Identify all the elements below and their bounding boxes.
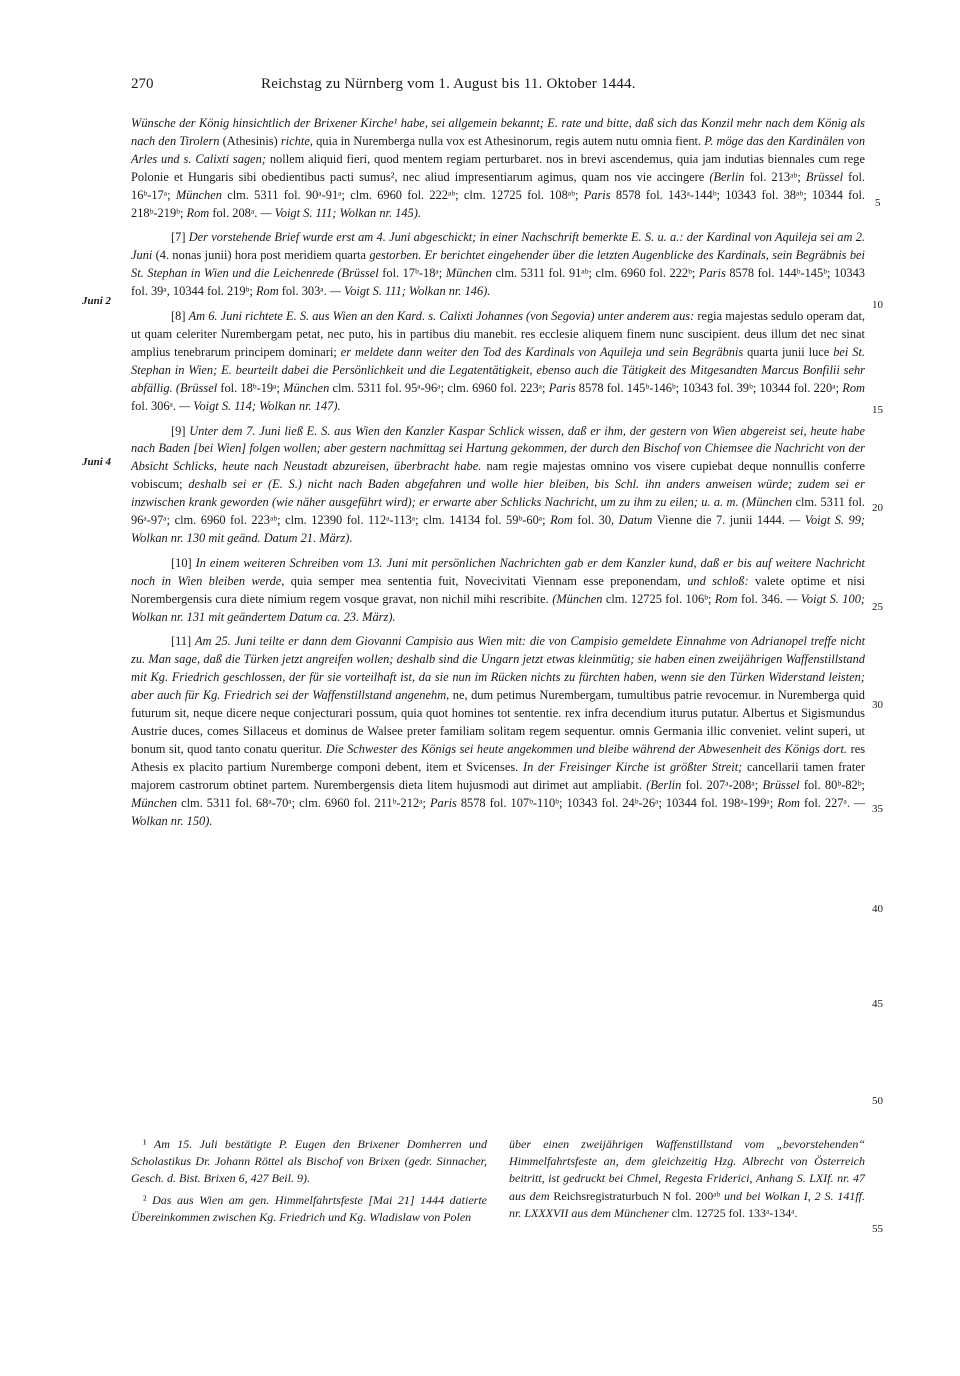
roman-run: fol. 18ᵇ-19ᵃ; [220,380,284,395]
roman-run: clm. 5311 fol. 91ᵃᵇ; clm. 6960 fol. 222ᵇ; [495,266,699,281]
italic-run: — Voigt S. 111; Wolkan nr. 145). [260,205,421,220]
footnote-column-right [509,1136,865,1222]
italic-run: Rom [255,284,282,299]
italic-run: P. möge das den Kardinälen von Arles und s. Calixti sagen; [131,133,866,166]
roman-run: 8578 fol. 107ᵇ-110ᵇ; 10343 fol. 24ᵇ-26ᵃ; 10344 fol. 198ᵃ-199ᵃ; [460,795,778,810]
roman-run: clm. 5311 fol. 90ᵃ-91ᵃ; clm. 6960 fol. 222ᵃᵇ; clm. 12725 fol. 108ᵃᵇ; [227,187,584,202]
roman-run: nollem aliquid fieri, quod mentem regiam perturbaret. nos in brevi ascendemus, quia jam indutias biennales cum rege Polonie et Hungaris sibi obedientibus pacti sumus², nec aliud impresentiarum agimus, quam nos vie accingere [131,151,865,184]
roman-run: [8] [171,309,189,324]
italic-run: — Voigt S. 114; Wolkan nr. 147). [179,398,341,413]
line-number-20: 20 [872,502,883,514]
italic-run: München [283,380,333,395]
italic-run: Am 6. Juni richtete E. S. aus Wien an den Kard. s. Calixti Johannes (von Segovia) unter anderem aus: [188,309,698,324]
italic-run: Paris [548,380,579,395]
roman-run: quia semper mea sententia fuit, Novecivitati Viennam esse preponendam, [290,573,688,588]
roman-run: fol. 306ᵃ. [131,398,180,413]
roman-run: fol. 16ᵇ-17ᵃ; [131,169,866,202]
italic-run: Rom [550,513,578,528]
roman-run: nam regie majestas omnino vos visere cupiebat deque nonnullis conferre vobiscum; [131,459,865,492]
roman-run: [7] [171,230,189,245]
roman-run: (4. nonas junii) hora post meridiem quarta [155,248,370,263]
roman-run: regia majestas sedulo operam dat, ut quam celeriter Nurembergam petat, nec puto, his in partibus diu manebit. res ecclesie aliquem finem nunc suscipient. deus illum det nec sinat amplius tenebrarum principem dominari; [131,309,866,359]
italic-run: deshalb sei er (E. S.) nicht nach Baden abgefahren und wolle hier bleiben, bis Schl. ihn anders anweisen würde; zudem sei er inzwischen krank geworden (wie näher ausgeführt wird); er erwarte aber Schlicks Nachricht, um zu ihm zu eilen; u. a. m. (München [131,477,866,510]
italic-run: und bei Wolkan I, 2 S. 141ff. nr. LXXXVII aus dem Münchener [509,1188,865,1220]
paragraph [131,115,865,222]
paragraph [131,633,865,830]
roman-run: fol. 17ᵇ-18ᵃ; [382,266,446,281]
running-title: Reichstag zu Nürnberg vom 1. August bis 11. Oktober 1444. [261,76,636,92]
line-number-30: 30 [872,699,883,711]
italic-run: Rom [714,591,741,606]
footnote [509,1136,865,1222]
italic-run: (Berlin [646,777,686,792]
page-number: 270 [131,76,154,92]
roman-run: fol. 213ᵃᵇ; [749,169,806,184]
italic-run: — Voigt S. 111; Wolkan nr. 146). [329,284,491,299]
paragraph [131,423,865,548]
italic-run: (Berlin [709,169,750,184]
roman-run: clm. 12725 fol. 133ᵃ-134ᵃ. [671,1205,798,1220]
italic-run: — Voigt S. 99; Wolkan nr. 130 mit geänd. Datum 21. März). [131,513,866,545]
italic-run: Brüssel [762,777,804,792]
line-number-35: 35 [872,803,883,815]
italic-run: gestorben. Er berichtet eingehender über die letzten Augenblicke des Kardinals, sein Begräbnis bei St. Stephan in Wien und die Leichenrede (Brüssel [131,248,865,281]
roman-run: quia in Nuremberga nulla vox est Athesinorum, regis autem nutu omnia fient. [316,133,705,148]
roman-run: quarta junii luce [747,344,834,359]
roman-run: [10] [171,555,196,570]
roman-run: fol. 30, [577,513,619,528]
roman-run: 8578 fol. 143ᵃ-144ᵇ; 10343 fol. 38ᵃᵇ; 10344 fol. 218ᵇ-219ᵇ; [131,187,866,220]
roman-run: Vienne die 7. junii 1444. [656,513,790,528]
italic-run: Paris [429,795,461,810]
italic-run: In einem weiteren Schreiben vom 13. Juni mit persönlichen Nachrichten gab er dem Kanzler kund, daß er bis auf weitere Nachricht noch in Wien bleiben werde, [131,555,865,588]
roman-run: res Athesis ex placito partium Nuremberge componi debent, item et Svicenses. [131,741,866,774]
roman-run: fol. 227ᵃ. [804,795,854,810]
italic-run: Rom [777,795,805,810]
roman-run: 8578 fol. 144ᵇ-145ᵇ; 10343 fol. 39ᵃ, 10344 fol. 219ᵇ; [131,266,866,299]
italic-run: er meldete dann weiter den Tod des Kardinals von Aquileja und sein Begräbnis [340,344,748,359]
roman-run: clm. 5311 fol. 96ᵃ-97ᵃ; clm. 6960 fol. 223ᵃᵇ; clm. 12390 fol. 112ᵃ-113ᵃ; clm. 14134 fol. 59ᵇ-60ᵃ; [131,495,866,528]
italic-run: bei St. Stephan in Wien; E. beurteilt dabei die Persönlichkeit und die Legatentätigkeit, ebenso auch die Tätigkeit des Mitgesandten Marcus Bonfilii sehr abfällig. (Brüssel [131,344,865,395]
italic-run: und schloß: [687,573,756,588]
italic-run: Unter dem 7. Juni ließ E. S. aus Wien den Kanzler Kaspar Schlick wissen, daß er ihm, der gestern von Wien abgereist sei, heute habe nach Baden [bei Wien] folgen wollen; aber gestern nachmittag sei Hartung gekommen, der durch den Bischof von Chiemsee die Nachricht von der Absicht Schlicks, heute nach Neustadt abzureisen, überbracht habe. [131,423,865,474]
italic-run: In der Freisinger Kirche ist größter Streit; [522,759,747,774]
italic-run: über einen zweijährigen Waffenstillstand vom „bevorstehenden“ Himmelfahrtsfeste an, dem gleichzeitig Hzg. Albrecht von Österreich beitritt, ist gedruckt bei Chmel, Regesta Friderici, Anhang S. LXIf. nr. 47 aus dem [509,1137,865,1203]
line-number-40: 40 [872,903,883,915]
roman-run: valete optime et nisi Norembergensis cura diete nimium regem vosque gravat, non nichil mihi rescribite. [131,573,865,606]
roman-run: ² [143,1192,153,1207]
italic-run: Das aus Wien am gen. Himmelfahrtsfeste [Mai 21] 1444 datierte Übereinkommen zwischen Kg. Friedrich und Kg. Wladislaw von Polen [131,1192,487,1224]
italic-run: — Voigt S. 100; Wolkan nr. 131 mit geändertem Datum ca. 23. März). [131,591,866,624]
page-header [131,76,865,100]
line-number-55: 55 [872,1223,883,1235]
italic-run: richte, [280,133,317,148]
roman-run: Reichsregistraturbuch N fol. 200ᵃᵇ [553,1188,725,1203]
italic-run: Wünsche der König hinsichtlich der Brixener Kirche¹ habe, sei allgemein bekannt; E. rate und bitte, daß sich das Konzil mehr nach dem König als nach den Tirolern [131,116,865,148]
roman-run: 8578 fol. 145ᵇ-146ᵇ; 10343 fol. 39ᵇ; 10344 fol. 220ᵃ; [578,380,843,395]
italic-run: Rom [842,380,865,395]
italic-run: Brüssel [805,169,849,184]
margin-note-juni-4: Juni 4 [82,456,112,468]
roman-run: fol. 207ᵃ-208ᵃ; [685,777,763,792]
roman-run: (Athesinis) [222,133,281,148]
roman-run: [11] [171,634,195,649]
line-number-15: 15 [872,404,883,416]
roman-run: ne, dum petimus Nurembergam, tumultibus patrie revocemur. in Nuremberga quid futurum sit, neque dicere neque conjecturari possum, quia quot homines tot sententie. rex infra decendium iturus putatur. Albertus et Sigismundus Austrie duces, comes Sillaceus et dominus de Walsee preter familiam solitam regem sequentur. omnis Germania illic conveniet. velint superi, ut bonum sit, quod tanto conatu queritur. [131,688,866,756]
footnote [131,1192,487,1226]
roman-run: [9] [171,423,190,438]
main-text [131,115,865,830]
footnote [131,1136,487,1188]
line-number-50: 50 [872,1095,883,1107]
italic-run: — Wolkan nr. 150). [131,795,865,828]
italic-run: München [131,795,182,810]
italic-run: Der vorstehende Brief wurde erst am 4. Juni abgeschickt; in einer Nachschrift bemerkte E. S. u. a.: der Kardinal von Aquileja sei am 2. Juni [131,230,865,263]
roman-run: clm. 5311 fol. 95ᵃ-96ᵃ; clm. 6960 fol. 223ᵃ; [332,380,549,395]
italic-run: Paris [583,187,616,202]
roman-run: fol. 80ᵇ-82ᵇ; [803,777,865,792]
roman-run: clm. 12725 fol. 106ᵇ; [605,591,715,606]
italic-run: Paris [698,266,730,281]
roman-run: fol. 303ᵃ. [281,284,330,299]
italic-run: Die Schwester des Königs sei heute angekommen und bleibe während der Abwesenheit des Königs dort. [325,741,851,756]
italic-run: Rom [186,205,213,220]
paragraph [131,555,865,627]
italic-run: München [175,187,228,202]
roman-run: fol. 346. [740,591,787,606]
line-number-10: 10 [872,299,883,311]
roman-run: ¹ [143,1137,154,1151]
italic-run: (München [552,591,606,606]
footnote-column-left [131,1136,487,1226]
roman-run: fol. 208ᵃ. [212,205,261,220]
italic-run: München [445,266,496,281]
line-number-25: 25 [872,601,883,613]
paragraph [131,229,865,301]
italic-run: Am 15. Juli bestätigte P. Eugen den Brixener Domherren und Scholastikus Dr. Johann Röttel als Bischof von Brixen (gedr. Sinnacher, Gesch. d. Bist. Brixen 6, 427 Beil. 9). [131,1137,487,1186]
italic-run: Datum [618,513,657,528]
line-number-5: 5 [875,197,881,209]
italic-run: Am 25. Juni teilte er dann dem Giovanni Campisio aus Wien mit: die von Campisio gemeldete Einnahme von Adrianopel treffe nicht zu. Man sage, daß die Türken jetzt angreifen wollen; deshalb sind die Ungarn jetzt etwas kleinmütig; sie haben einen zweijährigen Waffenstillstand mit Kg. Friedrich geschlossen, der für sie vorteilhaft ist, da sie nun im Rücken nichts zu fürchten haben, wenn sie den Türken Widerstand leisten; aber auch für Kg. Friedrich sei der Waffenstillstand angenehm, [131,634,866,703]
roman-run: clm. 5311 fol. 68ᵃ-70ᵃ; clm. 6960 fol. 211ᵇ-212ᵃ; [181,795,430,810]
margin-note-juni-2: Juni 2 [82,295,112,307]
line-number-45: 45 [872,998,883,1010]
roman-run: cancellarii tamen frater majorem castrorum obtinet partem. Nurembergensis dieta litem hujusmodi aut dirimet aut ampliabit. [131,759,865,792]
paragraph [131,308,865,415]
